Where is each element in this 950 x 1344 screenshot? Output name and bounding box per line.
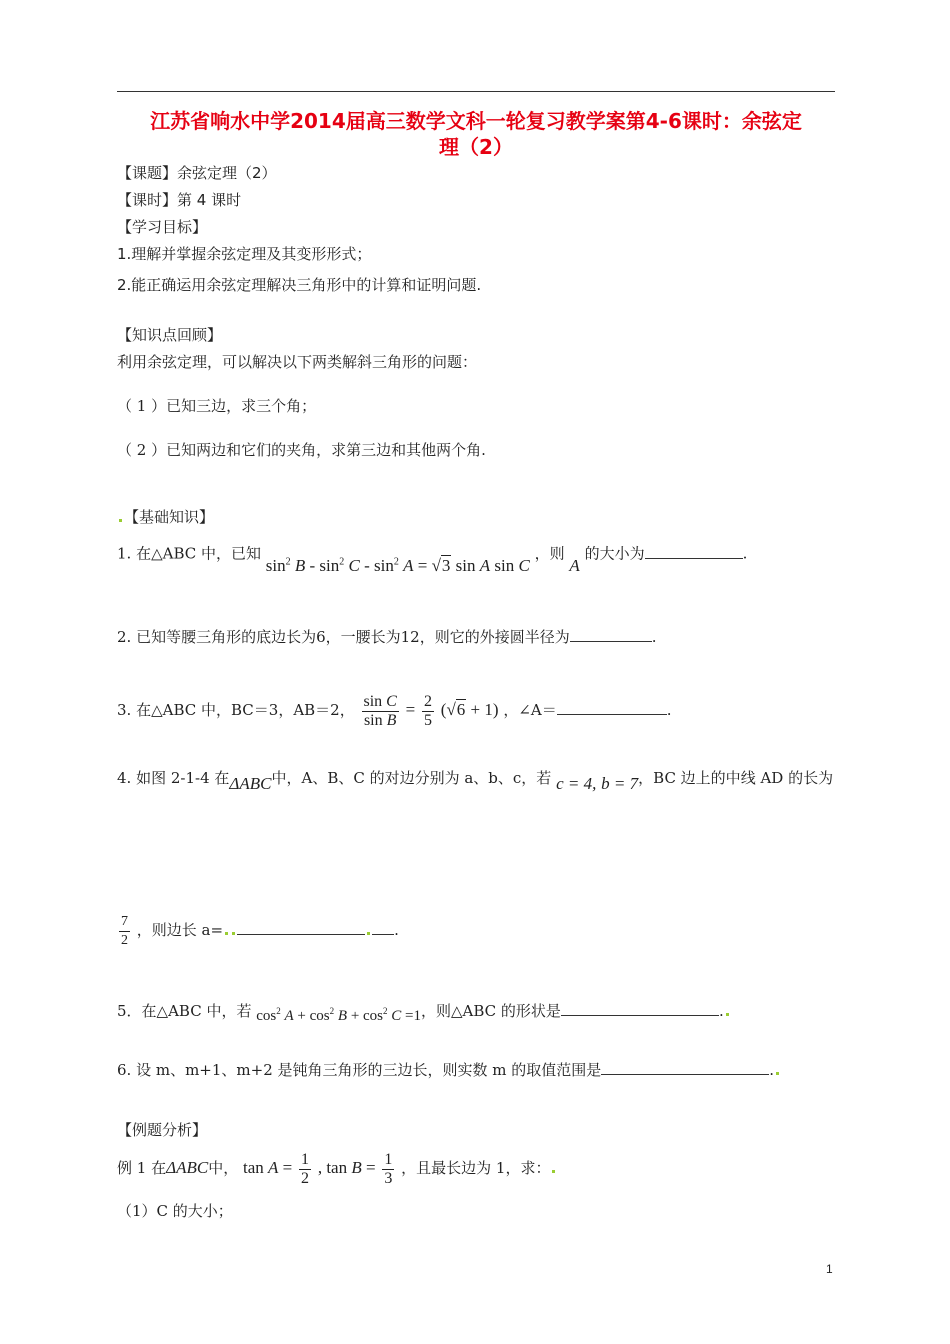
- doc-title-line2: 理（2）: [439, 135, 513, 159]
- review-label: 【知识点回顾】: [117, 326, 223, 344]
- period-label: 【课时】: [117, 191, 178, 209]
- q3-paren: (√6 + 1): [440, 700, 499, 719]
- topic-value: 余弦定理（2）: [177, 164, 277, 182]
- q4-b-value: b = 7: [601, 774, 639, 793]
- topic-label: 【课题】: [117, 164, 178, 182]
- q5-post: ，则△ABC 的形状是: [421, 1002, 561, 1020]
- q6-answer-blank[interactable]: [601, 1060, 769, 1075]
- example-1: [117, 1148, 557, 1188]
- basics-label: [117, 507, 214, 527]
- q4-pre: 4. 如图 2-1-4 在: [117, 769, 230, 787]
- question-6: [117, 1060, 781, 1080]
- q1-pre: 1. 在△ABC 中，已知: [117, 544, 261, 563]
- ex1-tanB: , tan B =: [317, 1158, 376, 1177]
- examples-label: 【例题分析】: [117, 1121, 208, 1139]
- q3-end: .: [666, 701, 672, 719]
- ex1-frac-third: $\frac{1}{3}$: [384, 1150, 393, 1187]
- goal-1: 1.理解并掌握余弦定理及其变形形式；: [117, 245, 372, 263]
- q6-text: 6. 设 m、m+1、m+2 是钝角三角形的三边长，则实数 m 的取值范围是: [117, 1061, 602, 1079]
- q4-answer-blank[interactable]: [237, 920, 365, 935]
- question-1: [117, 540, 748, 575]
- marker-dot: [225, 932, 228, 935]
- q2-end: .: [651, 628, 657, 646]
- topic-line: [117, 163, 277, 183]
- q3-post: ，∠A＝: [503, 701, 557, 719]
- header-rule: [117, 91, 835, 92]
- question-3: [117, 690, 672, 730]
- q5-pre: 5．在△ABC 中，若: [117, 1002, 252, 1020]
- q4-post: ，BC 边上的中线 AD 的长为: [638, 769, 834, 787]
- q3-frac-two-fifths: $\frac{2}{5}$: [424, 692, 432, 729]
- goals-label: 【学习目标】: [117, 218, 208, 236]
- q4-triangle: ΔABC: [229, 774, 272, 793]
- example-1-part-1: （1）C 的大小；: [117, 1202, 233, 1220]
- q4-c-value: c = 4,: [556, 774, 597, 793]
- doc-title-line1: 江苏省响水中学2014届高三数学文科一轮复习教学案第4-6课时：余弦定: [150, 109, 802, 133]
- q3-pre: 3. 在△ABC 中，BC＝3，AB＝2，: [117, 701, 355, 719]
- marker-dot: [232, 932, 235, 935]
- ex1-frac-half: $\frac{1}{2}$: [301, 1150, 310, 1187]
- period-value: 第 4 课时: [177, 191, 242, 209]
- q5-answer-blank[interactable]: [561, 1001, 719, 1016]
- page-number: 1: [826, 1262, 833, 1276]
- ex1-pre: 例 1 在: [117, 1159, 167, 1177]
- period-line: [117, 190, 241, 210]
- q1-var: A: [569, 555, 580, 575]
- ex1-triangle: ΔABC: [166, 1158, 209, 1177]
- marker-dot: [726, 1013, 729, 1016]
- review-item-2: （ 2 ）已知两边和它们的夹角，求第三边和其他两个角.: [117, 441, 486, 459]
- q3-answer-blank[interactable]: [557, 700, 667, 715]
- q3-frac-sin: $\frac{\text{sin C}}{\text{sin B}}$: [363, 692, 397, 729]
- q4-mid: 中，A、B、C 的对边分别为 a、b、c，若: [271, 769, 552, 787]
- marker-dot: [367, 932, 370, 935]
- q2-answer-blank[interactable]: [570, 627, 652, 642]
- marker-dot: [119, 519, 122, 522]
- ex1-mid: 中，: [208, 1159, 239, 1177]
- question-2: [117, 627, 657, 647]
- q5-end: .: [718, 1002, 724, 1020]
- marker-dot: [776, 1072, 779, 1075]
- question-4-continued: [117, 910, 399, 950]
- q1-post: 的大小为: [584, 544, 645, 563]
- question-5: [117, 997, 731, 1022]
- q4-answer-blank-tail[interactable]: [372, 920, 394, 935]
- marker-dot: [552, 1170, 555, 1173]
- q4b-end: .: [394, 921, 399, 939]
- q1-formula: $\sin^2 B - \sin^2 C - \sin^2 A = √3$ sin A sin C: [265, 555, 530, 575]
- q5-formula: $\cos^2 A + \cos^2 B + \cos^2 C =1$: [256, 1006, 422, 1024]
- question-4: [117, 768, 834, 793]
- q1-mid: ，则: [534, 544, 565, 563]
- goal-2: 2.能正确运用余弦定理解决三角形中的计算和证明问题.: [117, 276, 482, 294]
- q2-text: 2. 已知等腰三角形的底边长为6，一腰长为12，则它的外接圆半径为: [117, 628, 570, 646]
- basics-label-text: 【基础知识】: [124, 508, 215, 526]
- ex1-tanA: tan A =: [242, 1158, 293, 1177]
- q4b-text: ，则边长 a=: [136, 921, 224, 939]
- q1-end: .: [742, 544, 748, 563]
- q3-equals: =: [405, 700, 416, 719]
- ex1-post: ，且最长边为 1，求：: [401, 1159, 551, 1177]
- q1-answer-blank[interactable]: [645, 544, 743, 559]
- review-intro: 利用余弦定理，可以解决以下两类解斜三角形的问题：: [117, 353, 478, 371]
- q4-frac-seven-halves: $\frac{7}{2}$: [121, 913, 128, 948]
- q6-end: .: [769, 1061, 775, 1079]
- review-item-1: （ 1 ）已知三边，求三个角；: [117, 397, 317, 415]
